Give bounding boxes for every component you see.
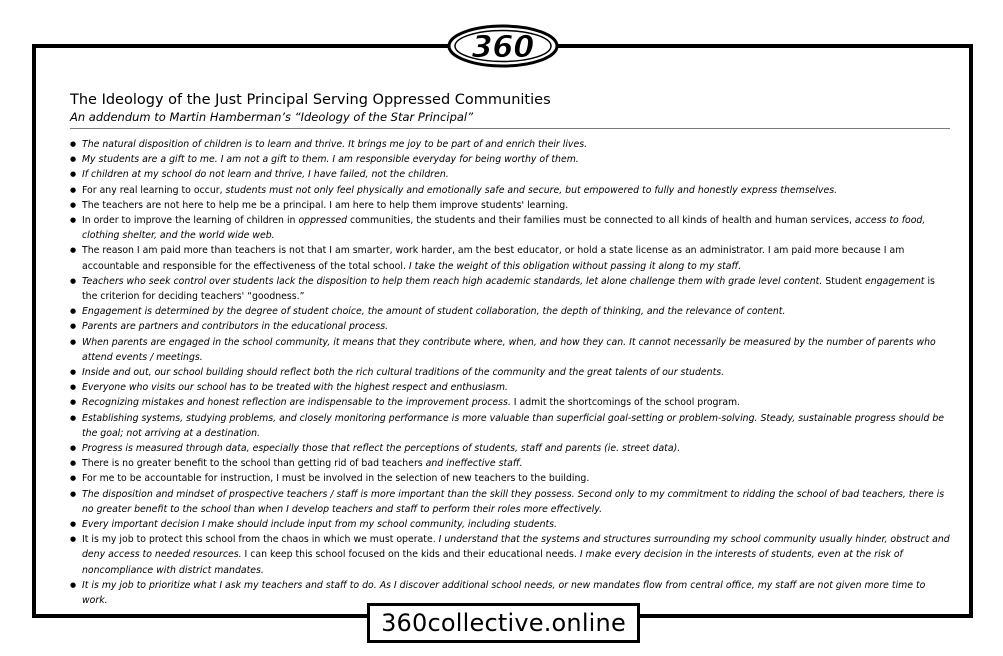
list-item bbox=[70, 243, 950, 273]
footer-url-badge bbox=[367, 603, 640, 643]
list-item-text: I can keep this school focused on the kids and their educational needs. bbox=[241, 549, 580, 561]
list-item-text: Teachers who seek control over students lack the disposition to help them reach high academic standards, let alone challenge them with grade level content. bbox=[82, 275, 823, 287]
list-item bbox=[70, 441, 950, 456]
list-item bbox=[70, 487, 950, 517]
page-title: The Ideology of the Just Principal Serving Oppressed Communities bbox=[70, 92, 551, 108]
footer-url: 360collective.online bbox=[381, 609, 626, 637]
list-item bbox=[70, 152, 950, 167]
list-item bbox=[70, 167, 950, 182]
list-item-text: There is no greater benefit to the school than getting rid of bad teachers bbox=[82, 458, 426, 470]
list-item bbox=[70, 532, 950, 578]
list-item-text: For me to be accountable for instruction, I must be involved in the selection of new teachers to the building. bbox=[82, 473, 590, 485]
list-item-text: If children at my school do not learn and thrive, I have failed, not the children. bbox=[82, 169, 449, 181]
page-subtitle: An addendum to Martin Hamberman’s “Ideology of the Star Principal” bbox=[70, 110, 474, 124]
list-item-text: Student bbox=[822, 275, 866, 287]
header-divider bbox=[70, 128, 950, 129]
list-item-text: It is my job to protect this school from the chaos in which we must operate. bbox=[82, 534, 439, 546]
list-item-text: The reason I am paid more than teachers is not that I am smarter, work harder, am the best educator, or hold a state license as an administrator. I am paid more because I am accountable and responsible for the effectiveness of the total school. bbox=[82, 245, 905, 272]
list-item-text: I understand that the systems and structures surrounding my school community usually hinder, obstruct and deny access to needed resources. bbox=[82, 534, 950, 561]
list-item-text: Every important decision I make should include input from my school community, including students. bbox=[82, 519, 558, 531]
list-item-text: Establishing systems, studying problems, and closely monitoring performance is more valuable than superficial goal-setting or problem-solving. Steady, sustainable progress should be the goal; not arriving at a destination. bbox=[82, 412, 945, 439]
list-item-text: Progress is measured through data, especially those that reflect the perceptions of students, staff and parents (ie. street data). bbox=[82, 443, 681, 455]
list-item bbox=[70, 213, 950, 243]
list-item bbox=[70, 380, 950, 395]
list-item-text: Everyone who visits our school has to be treated with the highest respect and enthusiasm. bbox=[82, 382, 508, 394]
list-item bbox=[70, 198, 950, 213]
list-item bbox=[70, 183, 950, 198]
list-item-text: The natural disposition of children is to learn and thrive. It brings me joy to be part of and enrich their lives. bbox=[82, 139, 588, 150]
list-item-text: is the criterion for deciding teachers' “goodness.” bbox=[82, 275, 935, 303]
list-item-text: My students are a gift to me. I am not a gift to them. I am responsible everyday for being worthy of them. bbox=[82, 154, 579, 166]
list-item bbox=[70, 137, 950, 152]
list-item bbox=[70, 304, 950, 319]
list-item-text: I admit the shortcomings of the school program. bbox=[510, 397, 741, 409]
list-item-text: engagement bbox=[865, 275, 925, 287]
list-item bbox=[70, 395, 950, 410]
list-item bbox=[70, 274, 950, 304]
list-item-text: students must not only feel physically and emotionally safe and secure, but empowered to fully and honestly express themselves. bbox=[225, 184, 838, 196]
list-item-text: It is my job to prioritize what I ask my teachers and staff to do. As I discover additional school needs, or new mandates flow from central office, my staff are not given more time to work. bbox=[82, 579, 926, 607]
360-logo-icon bbox=[447, 24, 559, 68]
list-item-text: The disposition and mindset of prospective teachers / staff is more important than the skill they possess. Second only to my commitment to ridding the school of bad teachers, there is no greater benefit to the school than when I develop teachers and staff to perform their roles more effectively. bbox=[82, 488, 945, 515]
list-item-text: oppressed bbox=[298, 215, 348, 227]
list-item-text: I take the weight of this obligation without passing it along to my staff. bbox=[408, 260, 742, 272]
logo-text: 360 bbox=[471, 30, 535, 65]
list-item bbox=[70, 456, 950, 471]
list-item-text: Inside and out, our school building should reflect both the rich cultural traditions of the community and the great talents of our students. bbox=[82, 367, 725, 379]
list-item-text: access to food, clothing shelter, and the world wide web. bbox=[82, 215, 926, 242]
list-item-text: communities, the students and their families must be connected to all kinds of health and human services, bbox=[347, 215, 855, 227]
list-item-text: Engagement is determined by the degree of student choice, the amount of student collaboration, the depth of thinking, and the relevance of content. bbox=[82, 306, 786, 318]
list-item-text: The teachers are not here to help me be a principal. I am here to help them improve students' learning. bbox=[82, 199, 569, 211]
list-item-text: I make every decision in the interests of students, even at the risk of noncompliance with district mandates. bbox=[82, 549, 903, 576]
list-item bbox=[70, 365, 950, 380]
list-item bbox=[70, 471, 950, 486]
list-item-text: In order to improve the learning of children in bbox=[82, 215, 299, 227]
list-item bbox=[70, 335, 950, 365]
list-item bbox=[70, 517, 950, 532]
list-item bbox=[70, 319, 950, 334]
list-item-text: Parents are partners and contributors in the educational process. bbox=[82, 321, 389, 333]
list-item bbox=[70, 411, 950, 441]
principles-list bbox=[70, 137, 950, 608]
list-item-text: When parents are engaged in the school community, it means that they contribute where, when, and how they can. It cannot necessarily be measured by the number of parents who attend events / meetings. bbox=[82, 336, 936, 363]
list-item-text: and ineffective staff. bbox=[425, 458, 523, 470]
list-item-text: Recognizing mistakes and honest reflection are indispensable to the improvement process. bbox=[82, 397, 511, 409]
list-item-text: For any real learning to occur, bbox=[82, 184, 226, 196]
document-header bbox=[70, 91, 950, 124]
